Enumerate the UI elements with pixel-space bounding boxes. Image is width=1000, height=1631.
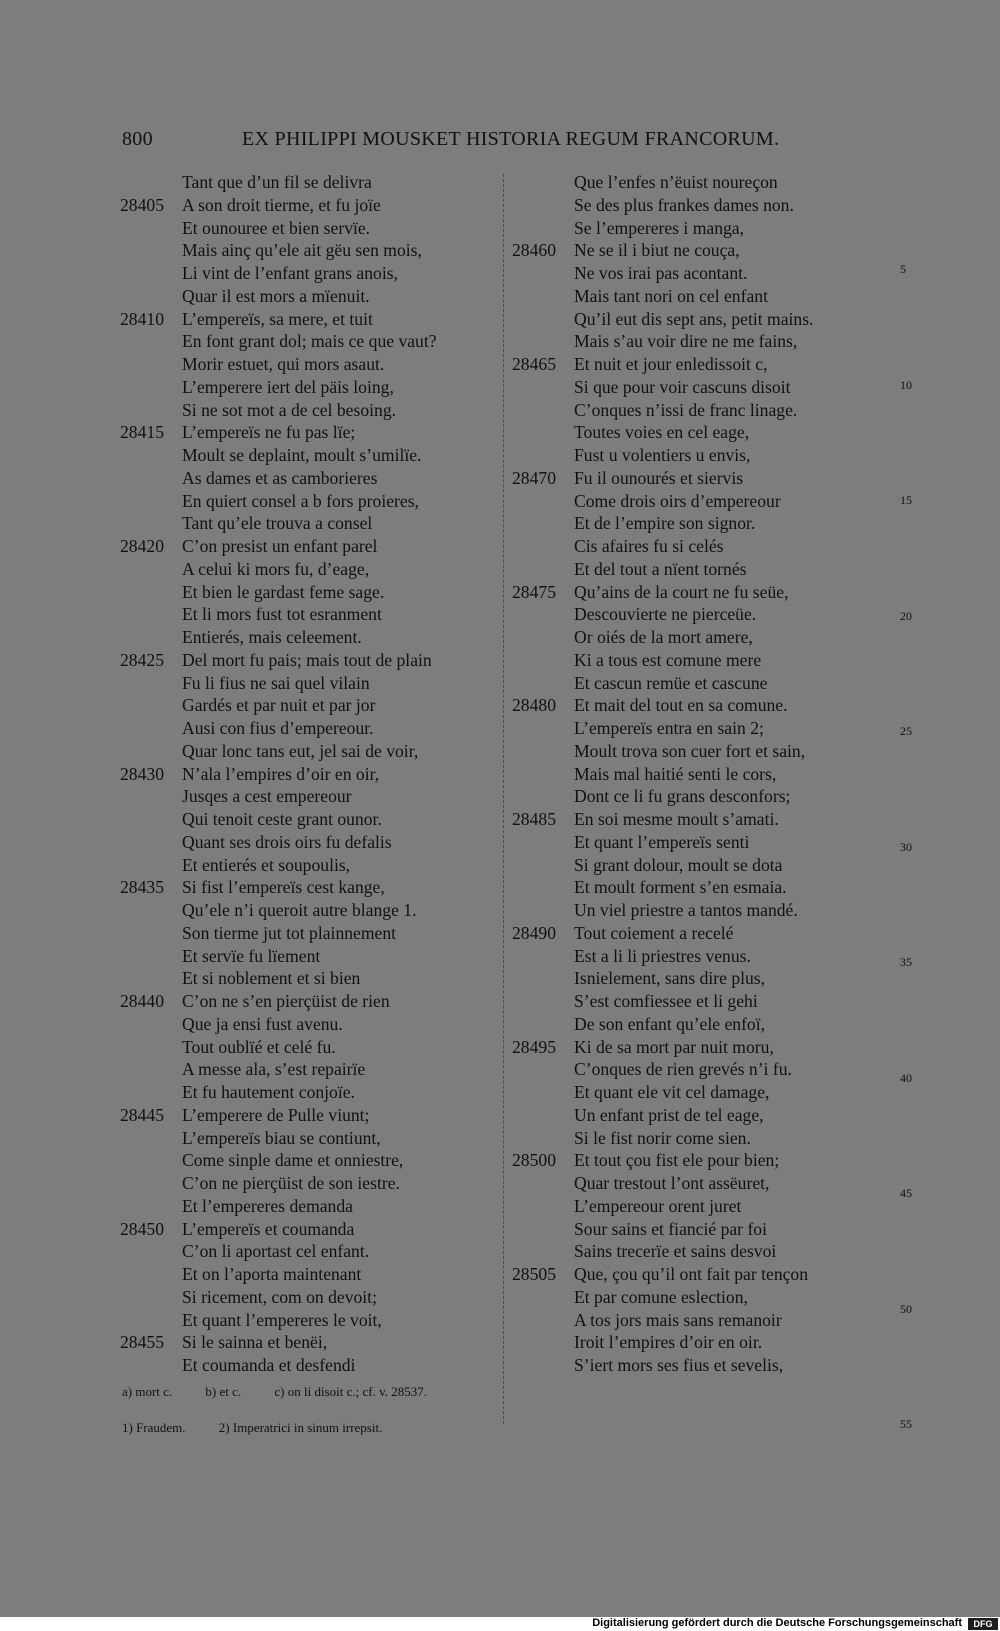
- verse-text: Se l’empereres i manga,: [574, 217, 745, 238]
- margin-line-number: 55: [900, 1417, 912, 1431]
- verse-text: Fu li fius ne sai quel vilain: [182, 672, 370, 693]
- verse-text: De son enfant qu’ele enfoï,: [574, 1013, 766, 1034]
- verse-number: 28445: [120, 1104, 164, 1125]
- margin-line-number: 15: [900, 493, 912, 507]
- verse-text: Or oiés de la mort amere,: [574, 627, 753, 647]
- verse-text: Et servïe fu lïement: [182, 945, 321, 966]
- verse-number: 28440: [120, 991, 164, 1011]
- verse-number: 28415: [120, 422, 164, 443]
- verse-text: Quar lonc tans eut, jel sai de voir,: [182, 740, 419, 761]
- verse-text: L’empereïs ne fu pas lïe;: [182, 422, 356, 443]
- verse-text: S’est comfiessee et li gehi: [574, 991, 758, 1011]
- verse-text: Iroit l’empires d’oir en oir.: [574, 1332, 763, 1353]
- verse-text: Tant que d’un fil se delivra: [182, 172, 372, 192]
- verse-text: Et par comune eslection,: [574, 1286, 748, 1307]
- verse-text: Ki a tous est comune mere: [574, 649, 762, 670]
- verse-text: C’on li aportast cel enfant.: [182, 1241, 370, 1262]
- verse-text: Que, çou qu’il ont fait par tençon: [574, 1264, 809, 1284]
- verse-text: S’iert mors ses fius et sevelis,: [574, 1355, 784, 1375]
- verse-text: Si ricement, com on devoit;: [182, 1286, 377, 1307]
- margin-line-number: 50: [900, 1301, 912, 1316]
- footnote-a: a) mort c.: [122, 1384, 173, 1399]
- verse-text: Et fu hautement conjoïe.: [182, 1082, 355, 1102]
- verse-text: L’empereour orent juret: [574, 1195, 742, 1216]
- verse-text: Sour sains et fiancié par foi: [574, 1218, 767, 1239]
- verse-text: C’onques de rien grevés n’i fu.: [574, 1059, 792, 1080]
- verse-text: Sains trecerïe et sains desvoi: [574, 1241, 777, 1262]
- verse-text: Et quant l’empereïs senti: [574, 831, 750, 852]
- verse-text: L’empereïs entra en sain 2;: [574, 718, 764, 738]
- verse-text: Qui tenoit ceste grant ounor.: [182, 809, 382, 829]
- verse-text: Toutes voies en cel eage,: [574, 422, 750, 443]
- verse-text: Que l’enfes n’ëuist noureçon: [574, 172, 778, 192]
- verse-text: Si grant dolour, moult se dota: [574, 854, 783, 875]
- footnote-b: b) et c.: [205, 1384, 242, 1399]
- verse-text: En quiert consel a b fors proieres,: [182, 490, 419, 511]
- verse-text: A messe ala, s’est repairïe: [182, 1059, 366, 1080]
- verse-text: Si le sainna et benëi,: [182, 1332, 328, 1353]
- footnotes-letters: [122, 1384, 457, 1400]
- margin-line-number: 45: [900, 1186, 912, 1200]
- verse-text: Et de l’empire son signor.: [574, 513, 756, 534]
- margin-line-number: 30: [900, 839, 912, 854]
- footer-credit: Digitalisierung gefördert durch die Deutsche Forschungsgemeinschaft: [592, 1617, 962, 1629]
- verse-text: Cis afaires fu si celés: [574, 536, 724, 556]
- verse-text: Et mait del tout en sa comune.: [574, 695, 788, 716]
- verse-text: Mais mal haitié senti le cors,: [574, 763, 777, 784]
- verse-text: Et coumanda et desfendi: [182, 1355, 356, 1375]
- verse-number: 28410: [120, 308, 164, 329]
- verse-text: Mais s’au voir dire ne me fains,: [574, 331, 798, 352]
- verse-text: Isnielement, sans dire plus,: [574, 968, 766, 989]
- verse-number: 28435: [120, 877, 164, 898]
- verse-text: Son tierme jut tot plainnement: [182, 922, 397, 943]
- verse-text: L’empereïs biau se contiunt,: [182, 1127, 381, 1148]
- margin-line-number: 25: [900, 724, 912, 738]
- column-divider: [503, 174, 504, 1424]
- footnote-c: c) on li disoit c.; cf. v. 28537.: [274, 1384, 428, 1399]
- verse-text: Et si noblement et si bien: [182, 968, 361, 989]
- verse-text: Et entierés et soupoulis,: [182, 854, 351, 875]
- verse-text: Qu’il eut dis sept ans, petit mains.: [574, 308, 814, 329]
- margin-line-number: 20: [900, 608, 912, 623]
- verse-text: N’ala l’empires d’oir en oir,: [182, 763, 380, 784]
- verse-number: 28420: [120, 536, 164, 556]
- verse-text: Morir estuet, qui mors asaut.: [182, 354, 385, 374]
- verse-number: 28500: [512, 1150, 556, 1171]
- margin-line-number: 5: [900, 262, 906, 276]
- verse-text: Gardés et par nuit et par jor: [182, 695, 376, 716]
- verse-number: 28465: [512, 354, 556, 374]
- verse-text: Si le fist norir come sien.: [574, 1127, 751, 1148]
- verse-number: 28495: [512, 1036, 556, 1057]
- verse-text: Si ne sot mot a de cel besoing.: [182, 399, 397, 420]
- verse-text: Et quant l’empereres le voit,: [182, 1309, 382, 1330]
- verse-text: A tos jors mais sans remanoir: [574, 1309, 782, 1330]
- verse-number: 28405: [120, 194, 164, 215]
- verse-number: 28470: [512, 467, 556, 488]
- verse-text: Tant qu’ele trouva a consel: [182, 513, 373, 534]
- verse-text: Et moult forment s’en esmaia.: [574, 877, 787, 898]
- verse-number: 28490: [512, 922, 556, 943]
- verse-number: 28460: [512, 240, 556, 261]
- verse-text: Fust u volentiers u envis,: [574, 445, 751, 465]
- verse-number: 28480: [512, 695, 556, 716]
- verse-text: Un viel priestre a tantos mandé.: [574, 900, 798, 920]
- verse-text: Mais ainç qu’ele ait gëu sen mois,: [182, 240, 422, 261]
- verse-text: Come sinple dame et onniestre,: [182, 1150, 404, 1171]
- footnote-2: 2) Imperatrici in sinum irrepsit.: [218, 1420, 383, 1435]
- footer-bar: [0, 1617, 1000, 1631]
- verse-text: Si fist l’empereïs cest kange,: [182, 877, 385, 898]
- verse-number: 28475: [512, 581, 556, 602]
- verse-text: L’empereïs et coumanda: [182, 1218, 355, 1239]
- verse-text: Et li mors fust tot esranment: [182, 604, 382, 625]
- verse-text: C’on ne s’en pierçüist de rien: [182, 991, 390, 1011]
- verse-number: 28450: [120, 1218, 164, 1239]
- footnote-1: 1) Fraudem.: [122, 1420, 186, 1435]
- verse-text: Et cascun remüe et cascune: [574, 672, 768, 693]
- verse-text: A celui ki mors fu, d’eage,: [182, 558, 370, 579]
- verse-text: Et nuit et jour enledissoit c,: [574, 354, 768, 374]
- verse-text: Ausi con fius d’empereour.: [182, 718, 374, 738]
- verse-number: 28505: [512, 1264, 556, 1284]
- verse-text: Quar il est mors a mïenuit.: [182, 285, 370, 306]
- verse-text: En soi mesme moult s’amati.: [574, 809, 779, 829]
- verse-text: L’emperere iert del päis loing,: [182, 376, 394, 397]
- verse-number: 28425: [120, 649, 164, 670]
- verse-text: Ne vos irai pas acontant.: [574, 263, 748, 283]
- verse-text: Descouvierte ne pierceüe.: [574, 604, 757, 625]
- verse-number: 28485: [512, 809, 556, 829]
- verse-text: Que ja ensi fust avenu.: [182, 1013, 343, 1034]
- footnotes-numbers: [122, 1420, 412, 1436]
- verse-text: Quar trestout l’ont assëuret,: [574, 1173, 770, 1193]
- margin-line-number: 40: [900, 1070, 912, 1085]
- verse-text: Qu’ele n’i queroit autre blange 1.: [182, 900, 417, 920]
- verse-text: Et del tout a nïent tornés: [574, 558, 747, 579]
- verse-text: A son droit tierme, et fu joïe: [182, 194, 381, 215]
- verse-text: Et ounouree et bien servïe.: [182, 217, 371, 238]
- running-title: EX PHILIPPI MOUSKET HISTORIA REGUM FRANCORUM.: [242, 128, 780, 150]
- verse-text: C’on ne pierçüist de son iestre.: [182, 1173, 400, 1193]
- verse-text: Et l’empereres demanda: [182, 1195, 353, 1216]
- verse-text: Come drois oirs d’empereour: [574, 490, 781, 511]
- verse-text: Li vint de l’enfant grans anois,: [182, 263, 398, 283]
- margin-line-number: 10: [900, 377, 912, 392]
- verse-text: Tout oublïé et celé fu.: [182, 1036, 336, 1057]
- dfg-logo: DFG: [968, 1618, 998, 1630]
- verse-text: Ne se il i biut ne couça,: [574, 240, 740, 261]
- verse-text: L’empereïs, sa mere, et tuit: [182, 308, 373, 329]
- verse-text: Se des plus frankes dames non.: [574, 194, 794, 215]
- verse-text: Ki de sa mort par nuit moru,: [574, 1036, 774, 1057]
- verse-text: Moult se deplaint, moult s’umilïe.: [182, 445, 422, 465]
- verse-text: L’emperere de Pulle viunt;: [182, 1104, 370, 1125]
- verse-text: Un enfant prist de tel eage,: [574, 1104, 764, 1125]
- verse-text: Dont ce li fu grans desconfors;: [574, 786, 791, 807]
- page-header: [122, 128, 782, 158]
- verse-text: Et bien le gardast feme sage.: [182, 581, 385, 602]
- verse-number: 28430: [120, 763, 164, 784]
- page-number: 800: [122, 128, 153, 150]
- verse-text: Et tout çou fist ele pour bien;: [574, 1150, 780, 1171]
- verse-text: Et quant ele vit cel damage,: [574, 1082, 770, 1102]
- verse-text: Moult trova son cuer fort et sain,: [574, 740, 806, 761]
- verse-text: Fu il ounourés et siervis: [574, 467, 744, 488]
- verse-text: C’onques n’issi de franc linage.: [574, 399, 798, 420]
- verse-number: 28455: [120, 1332, 164, 1353]
- verse-text: Mais tant nori on cel enfant: [574, 285, 768, 306]
- verse-text: Del mort fu pais; mais tout de plain: [182, 649, 432, 670]
- verse-text: Entierés, mais celeement.: [182, 627, 362, 647]
- margin-line-number: 35: [900, 955, 912, 969]
- verse-text: Quant ses drois oirs fu defalis: [182, 831, 392, 852]
- verse-text: Qu’ains de la court ne fu seüe,: [574, 581, 789, 602]
- verse-text: As dames et as camborieres: [182, 467, 378, 488]
- verse-text: Et on l’aporta maintenant: [182, 1264, 362, 1284]
- verse-text: C’on presist un enfant parel: [182, 536, 378, 556]
- verse-text: Est a li li priestres venus.: [574, 945, 751, 966]
- verse-text: Tout coiement a recelé: [574, 922, 734, 943]
- verse-text: Si que pour voir cascuns disoit: [574, 376, 791, 397]
- verse-text: Jusqes a cest empereour: [182, 786, 352, 807]
- verse-text: En font grant dol; mais ce que vaut?: [182, 331, 437, 352]
